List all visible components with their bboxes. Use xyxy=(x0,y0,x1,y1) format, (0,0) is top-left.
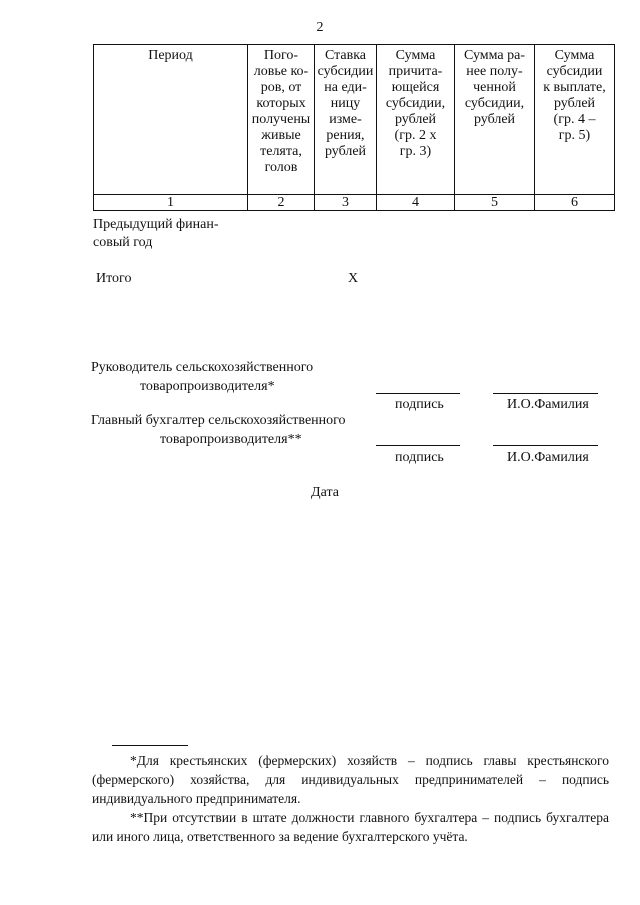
header-line: субсидии, xyxy=(385,96,446,111)
header-line: Пого- xyxy=(263,48,299,63)
head-name-caption: И.О.Фамилия xyxy=(507,397,589,412)
header-line: (гр. 2 х xyxy=(394,128,437,143)
row-previous-year-label: Предыдущий финан- совый год xyxy=(93,217,219,250)
header-line: субсидии xyxy=(546,64,603,79)
header-line: Сумма xyxy=(554,48,595,63)
header-line: причита- xyxy=(388,64,443,79)
header-line: рублей xyxy=(473,112,516,127)
header-line: Ставка xyxy=(324,48,367,63)
column-number: 3 xyxy=(315,195,377,211)
header-line: изме- xyxy=(329,112,362,127)
head-name-line xyxy=(493,393,598,394)
header-herd-size xyxy=(248,45,315,195)
footnote-separator xyxy=(112,745,188,746)
header-line: рения, xyxy=(326,128,365,143)
row-total-label: Итого xyxy=(96,271,132,286)
header-line: гр. 3) xyxy=(399,144,432,159)
column-number: 1 xyxy=(94,195,248,211)
accountant-name-line xyxy=(493,445,598,446)
column-number: 4 xyxy=(377,195,455,211)
header-line: телята, xyxy=(260,144,302,159)
header-line: рублей xyxy=(553,96,596,111)
head-title-line2: товаропроизводителя* xyxy=(140,379,275,394)
accountant-signature-line xyxy=(376,445,460,446)
header-line: голов xyxy=(264,160,298,175)
page-number: 2 xyxy=(316,20,324,35)
accountant-name-caption: И.О.Фамилия xyxy=(507,450,589,465)
header-subsidy-payable xyxy=(535,45,615,195)
column-number-row xyxy=(94,195,615,211)
header-subsidy-received xyxy=(455,45,535,195)
accountant-signature-caption: подпись xyxy=(395,450,444,465)
accountant-title-line2: товаропроизводителя** xyxy=(160,432,302,447)
header-line: (гр. 4 – xyxy=(553,112,596,127)
head-signature-line xyxy=(376,393,460,394)
header-line: субсидии xyxy=(317,64,374,79)
footnote-second: **При отсутствии в штате должности главного бухгалтера – подпись бухгалтера или иного лица, ответственного за ведение бухгалтерского учёта. xyxy=(92,810,609,844)
column-number: 5 xyxy=(455,195,535,211)
subsidy-table xyxy=(93,44,615,211)
header-subsidy-due xyxy=(377,45,455,195)
header-line: ров, от xyxy=(260,80,302,95)
header-period xyxy=(94,45,248,195)
accountant-title-line1: Главный бухгалтер сельскохозяйственного xyxy=(91,413,346,428)
head-title-line1: Руководитель сельскохозяйственного xyxy=(91,360,314,375)
header-line: которых xyxy=(256,96,306,111)
header-line: субсидии, xyxy=(464,96,525,111)
header-line: нее полу- xyxy=(466,64,523,79)
header-line: живые xyxy=(261,128,301,143)
header-line: ницу xyxy=(330,96,361,111)
header-line: рублей xyxy=(394,112,437,127)
total-x-mark: Х xyxy=(348,271,359,286)
header-line: получены xyxy=(251,112,311,127)
header-line: рублей xyxy=(324,144,367,159)
header-line: ловье ко- xyxy=(253,64,309,79)
footnote-first: *Для крестьянских (фермерских) хозяйств – подпись главы крестьянского (фермерского) хозяйства, для индивидуальных предпринимателей – подпись индивидуального предпринимателя. xyxy=(92,753,609,806)
column-number: 6 xyxy=(535,195,615,211)
head-signature-caption: подпись xyxy=(395,397,444,412)
header-line: ющейся xyxy=(391,80,440,95)
header-line: гр. 5) xyxy=(558,128,591,143)
table-header-row xyxy=(94,45,615,195)
header-line: к выплате, xyxy=(543,80,606,95)
date-label: Дата xyxy=(311,485,339,500)
header-line: на еди- xyxy=(324,80,367,95)
header-line: Сумма xyxy=(395,48,436,63)
header-line: ченной xyxy=(473,80,516,95)
column-number: 2 xyxy=(248,195,315,211)
header-line: Период xyxy=(148,48,193,63)
header-line: Сумма ра- xyxy=(463,48,526,63)
header-subsidy-rate xyxy=(315,45,377,195)
